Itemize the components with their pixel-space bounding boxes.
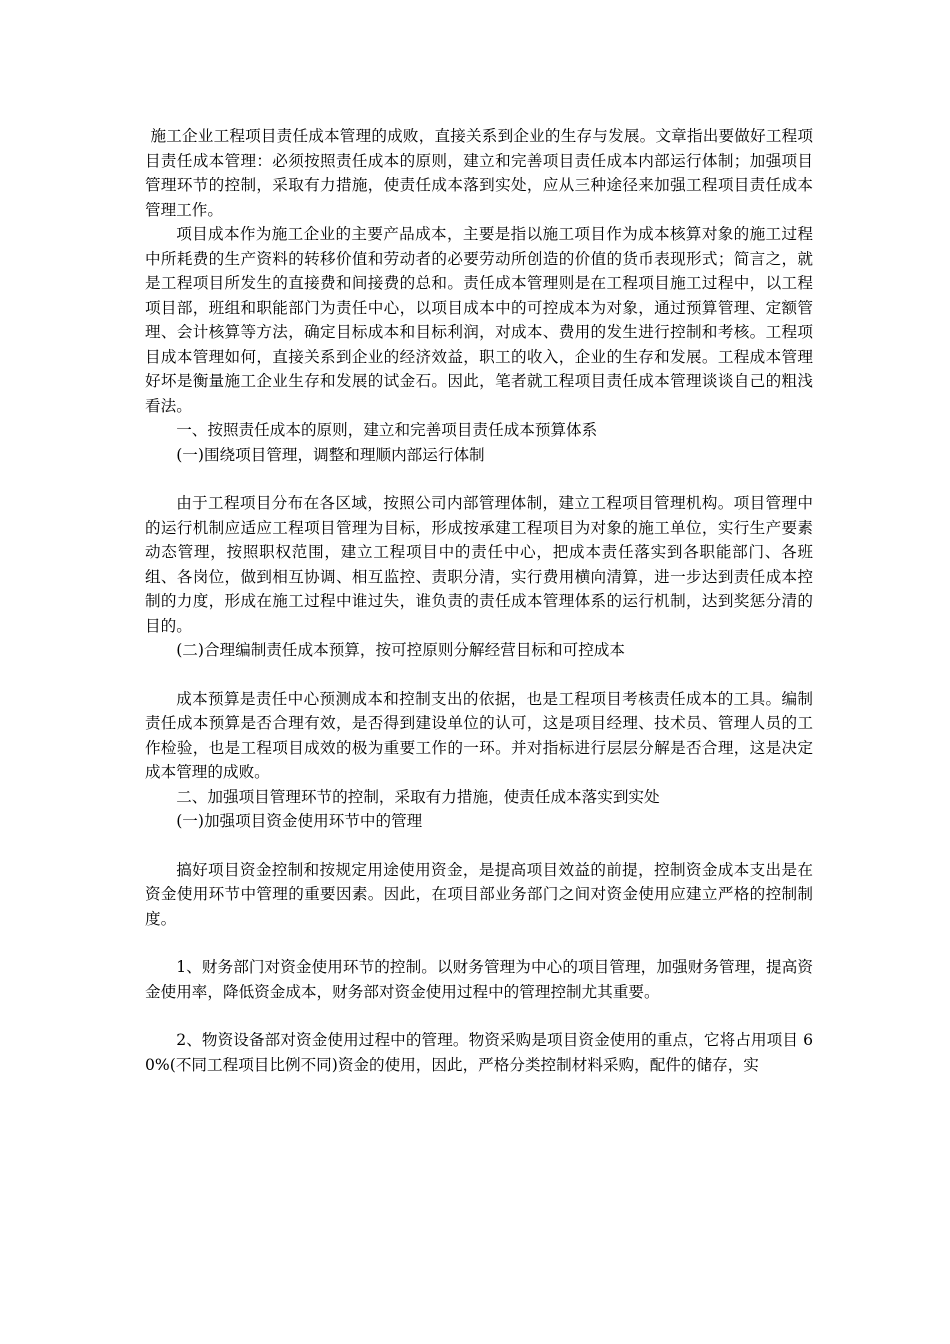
body-paragraph: 由于工程项目分布在各区域，按照公司内部管理体制，建立工程项目管理机构。项目管理中的运行机制应适应工程项目管理为目标，形成按承建工程项目为对象的施工单位，实行生产要素动态管理，按照职权范围，建立工程项目中的责任中心，把成本责任落实到各职能部门、各班组、各岗位，做到相互协调、相互监控、责职分清，实行费用横向清算，进一步达到责任成本控制的力度，形成在施工过程中谁过失，谁负责的责任成本管理体系的运行机制，达到奖惩分清的目的。 [145,494,813,635]
section-heading: 一、按照责任成本的原则，建立和完善项目责任成本预算体系 [176,421,598,439]
body-paragraph: 项目成本作为施工企业的主要产品成本，主要是指以施工项目作为成本核算对象的施工过程中所耗费的生产资料的转移价值和劳动者的必要劳动所创造的价值的货币表现形式；简言之，就是工程项目所发生的直接费和间接费的总和。责任成本管理则是在工程项目施工过程中，以工程项目部，班组和职能部门为责任中心，以项目成本中的可控成本为对象，通过预算管理、定额管理、会计核算等方法，确定目标成本和目标利润，对成本、费用的发生进行控制和考核。工程项目成本管理如何，直接关系到企业的经济效益，职工的收入，企业的生存和发展。工程成本管理好坏是衡量施工企业生存和发展的试金石。因此，笔者就工程项目责任成本管理谈谈自己的粗浅看法。 [145,225,813,415]
subsection-heading: (一)围绕项目管理，调整和理顺内部运行体制 [176,445,485,464]
subsection-heading: (一)加强项目资金使用环节中的管理 [176,812,423,830]
list-paragraph: 2、物资设备部对资金使用过程中的管理。物资采购是项目资金使用的重点，它将占用项目 60%(不同工程项目比例不同)资金的使用，因此，严格分类控制材料采购，配件的储存，实 [145,1031,813,1074]
list-paragraph: 1、财务部门对资金使用环节的控制。以财务管理为中心的项目管理，加强财务管理，提高资金使用率，降低资金成本，财务部对资金使用过程中的管理控制尤其重要。 [145,958,813,1001]
document-body [145,124,813,1077]
section-heading: 二、加强项目管理环节的控制，采取有力措施，使责任成本落实到实处 [176,787,660,806]
intro-paragraph: 施工企业工程项目责任成本管理的成败，直接关系到企业的生存与发展。文章指出要做好工程项目责任成本管理：必须按照责任成本的原则，建立和完善项目责任成本内部运行体制；加强项目管理环节的控制，采取有力措施，使责任成本落到实处，应从三种途径来加强工程项目责任成本管理工作。 [145,127,813,219]
body-paragraph: 成本预算是责任中心预测成本和控制支出的依据，也是工程项目考核责任成本的工具。编制责任成本预算是否合理有效，是否得到建设单位的认可，这是项目经理、技术员、管理人员的工作检验，也是工程项目成效的极为重要工作的一环。并对指标进行层层分解是否合理，这是决定成本管理的成败。 [145,689,813,781]
body-paragraph: 搞好项目资金控制和按规定用途使用资金，是提高项目效益的前提，控制资金成本支出是在资金使用环节中管理的重要因素。因此，在项目部业务部门之间对资金使用应建立严格的控制制度。 [145,860,813,928]
subsection-heading: (二)合理编制责任成本预算，按可控原则分解经营目标和可控成本 [176,641,625,659]
